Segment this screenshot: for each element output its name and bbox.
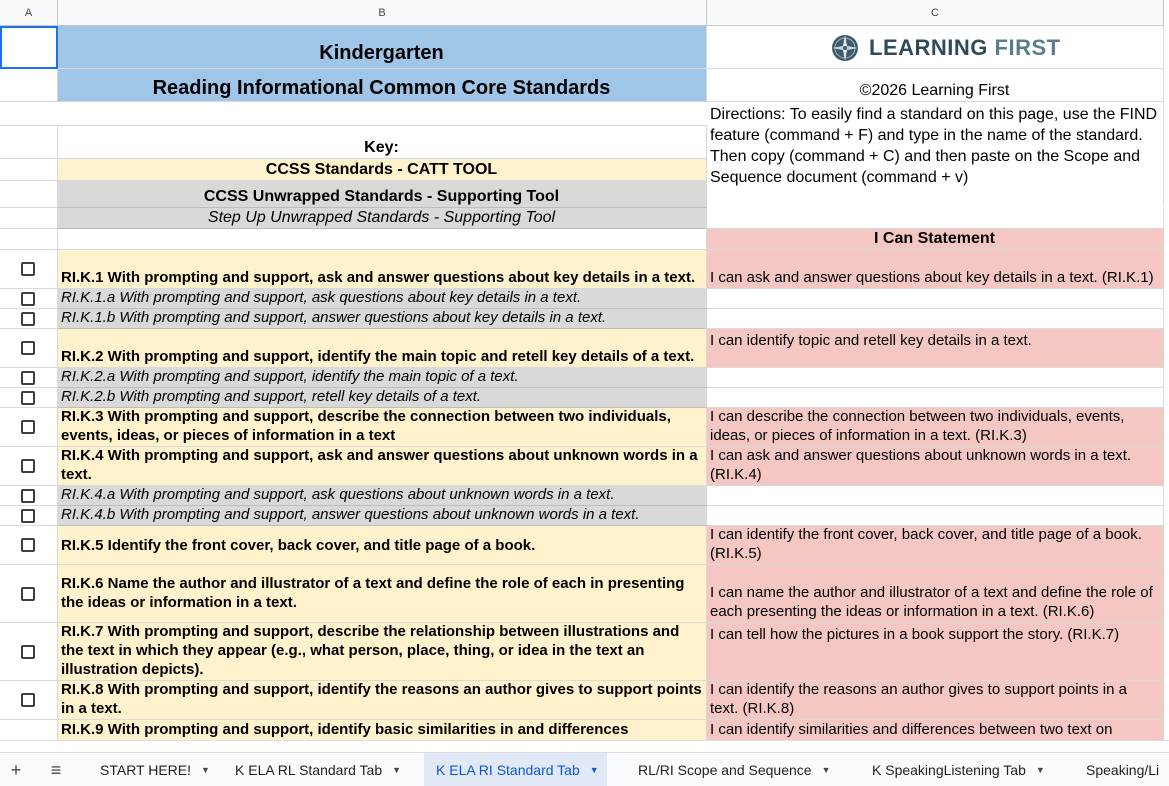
horizontal-scrollbar[interactable]: [0, 740, 1169, 752]
standard-text: RI.K.2.b With prompting and support, retell key details of a text.: [61, 388, 482, 405]
chevron-down-icon[interactable]: ▼: [589, 765, 599, 775]
standard-text: RI.K.1.b With prompting and support, answer questions about key details in a text.: [61, 309, 607, 326]
cell-c7[interactable]: [707, 208, 1164, 229]
ican-text: I can tell how the pictures in a book support the story. (RI.K.7): [710, 626, 1120, 643]
cell-check[interactable]: [0, 447, 58, 486]
tab-label: RL/RI Scope and Sequence: [638, 762, 812, 778]
row-checkbox[interactable]: [21, 420, 35, 434]
cell-check[interactable]: [0, 720, 58, 740]
cell-check[interactable]: [0, 388, 58, 408]
cell-standard[interactable]: [58, 289, 707, 309]
ican-text: I can identify similarities and differences between two text on: [710, 721, 1113, 738]
cell-key-unwrapped[interactable]: [58, 181, 707, 208]
tab-label: K SpeakingListening Tab: [872, 762, 1026, 778]
standard-text: RI.K.5 Identify the front cover, back cover, and title page of a book.: [61, 537, 536, 554]
row-checkbox[interactable]: [21, 538, 35, 552]
cell-ican[interactable]: [707, 720, 1164, 740]
cell-standard[interactable]: [58, 526, 707, 565]
standard-text: RI.K.2.a With prompting and support, identify the main topic of a text.: [61, 368, 519, 385]
cell-copyright[interactable]: [707, 69, 1164, 102]
row-checkbox[interactable]: [21, 459, 35, 473]
tab-label: START HERE!: [100, 762, 192, 778]
cell-check[interactable]: [0, 309, 58, 329]
directions-text: Directions: To easily find a standard on this page, use the FIND feature (command + F) and type in the name of the standard. Then copy (command + C) and then paste on the Scope and Sequence document (command + v): [710, 106, 1158, 186]
cell-grade[interactable]: [58, 26, 707, 69]
cell-a5[interactable]: [0, 159, 58, 181]
chevron-down-icon[interactable]: ▼: [1035, 765, 1045, 775]
standard-text: RI.K.9 With prompting and support, identify basic similarities in and differences: [61, 721, 629, 738]
ican-text: I can ask and answer questions about unknown words in a text. (RI.K.4): [710, 447, 1132, 483]
cell-logo[interactable]: [707, 26, 1164, 69]
cell-ican[interactable]: [707, 368, 1164, 388]
cell-ican[interactable]: [707, 388, 1164, 408]
cell-check[interactable]: [0, 250, 58, 289]
column-header-c[interactable]: C: [707, 0, 1164, 26]
tab-label: K ELA RL Standard Tab: [235, 762, 383, 778]
cell-ican[interactable]: [707, 506, 1164, 526]
column-header-a[interactable]: A: [0, 0, 58, 26]
row-checkbox[interactable]: [21, 292, 35, 306]
cell-standard[interactable]: [58, 329, 707, 368]
cell-ican[interactable]: [707, 250, 1164, 289]
cell-standard[interactable]: [58, 368, 707, 388]
cell-check[interactable]: [0, 408, 58, 447]
cell-key[interactable]: [58, 126, 707, 159]
cell-check[interactable]: [0, 565, 58, 623]
cell-subtitle[interactable]: [58, 69, 707, 102]
cell-standard[interactable]: [58, 565, 707, 623]
cell-standard[interactable]: [58, 506, 707, 526]
standard-text: RI.K.2 With prompting and support, identify the main topic and retell key details of a text.: [61, 348, 695, 365]
standard-text: RI.K.3 With prompting and support, describe the connection between two individuals, events, ideas, or pieces of information in a text: [61, 408, 671, 444]
tab-k-ela-rl[interactable]: [223, 753, 409, 786]
add-sheet-icon[interactable]: +: [10, 759, 22, 780]
standard-text: RI.K.1.a With prompting and support, ask questions about key details in a text.: [61, 289, 582, 306]
cell-ican[interactable]: [707, 681, 1164, 720]
cell-standard[interactable]: [58, 447, 707, 486]
row-checkbox[interactable]: [21, 587, 35, 601]
row-checkbox[interactable]: [21, 509, 35, 523]
row-checkbox[interactable]: [21, 371, 35, 385]
chevron-down-icon[interactable]: ▼: [201, 765, 210, 775]
cell-check[interactable]: [0, 526, 58, 565]
key-stepup: Step Up Unwrapped Standards - Supporting Tool: [207, 209, 556, 226]
cell-ican[interactable]: [707, 565, 1164, 623]
cell-check[interactable]: [0, 486, 58, 506]
standard-text: RI.K.4.b With prompting and support, answer questions about unknown words in a text.: [61, 506, 640, 523]
standard-text: RI.K.1 With prompting and support, ask and answer questions about key details in a text.: [61, 269, 696, 286]
standard-text: RI.K.8 With prompting and support, identify the reasons an author gives to support points in a text.: [61, 681, 702, 717]
ican-text: I can identify topic and retell key details in a text.: [710, 332, 1032, 349]
ican-text: I can describe the connection between two individuals, events, ideas, or pieces of information in a text. (RI.K.3): [710, 408, 1125, 444]
standard-text: RI.K.4.a With prompting and support, ask questions about unknown words in a text.: [61, 486, 615, 503]
cell-blank-row[interactable]: [0, 102, 707, 126]
row-checkbox[interactable]: [21, 262, 35, 276]
cell-ican[interactable]: [707, 447, 1164, 486]
cell-a7[interactable]: [0, 208, 58, 229]
tab-scope-sequence[interactable]: [626, 753, 839, 786]
key-label: Key:: [364, 139, 399, 156]
cell-standard[interactable]: [58, 250, 707, 289]
cell-standard[interactable]: [58, 309, 707, 329]
cell-standard[interactable]: [58, 408, 707, 447]
row-checkbox[interactable]: [21, 312, 35, 326]
logo-wordmark: LEARNING FIRST: [869, 35, 1061, 60]
column-header-b[interactable]: B: [58, 0, 707, 26]
ican-text: I can identify the front cover, back cover, and title page of a book. (RI.K.5): [710, 526, 1142, 562]
standard-text: RI.K.6 Name the author and illustrator of a text and define the role of each in presenting the ideas or information in a text.: [61, 575, 685, 611]
cell-standard[interactable]: [58, 623, 707, 681]
row-checkbox[interactable]: [21, 391, 35, 405]
cell-b8[interactable]: [58, 229, 707, 250]
copyright-text: ©2026 Learning First: [859, 82, 1010, 99]
cell-check[interactable]: [0, 623, 58, 681]
cell-a1[interactable]: [0, 26, 58, 69]
row-checkbox[interactable]: [21, 341, 35, 355]
cell-a6[interactable]: [0, 181, 58, 208]
tab-k-ela-ri[interactable]: [424, 753, 607, 786]
row-checkbox[interactable]: [21, 489, 35, 503]
tab-start-here[interactable]: [88, 753, 218, 786]
cell-ican[interactable]: [707, 309, 1164, 329]
ican-text: I can identify the reasons an author gives to support points in a text. (RI.K.8): [710, 681, 1127, 717]
standard-text: RI.K.4 With prompting and support, ask and answer questions about unknown words in a text.: [61, 447, 698, 483]
ican-header: I Can Statement: [874, 230, 995, 247]
cell-ican[interactable]: [707, 408, 1164, 447]
cell-standard[interactable]: [58, 681, 707, 720]
all-sheets-menu-icon[interactable]: ≡: [50, 759, 62, 780]
tab-speaking-listening[interactable]: [860, 753, 1053, 786]
cell-ican[interactable]: [707, 623, 1164, 681]
tab-speaking-li[interactable]: [1074, 753, 1159, 786]
learning-first-logo: [829, 32, 1061, 64]
cell-standard[interactable]: [58, 486, 707, 506]
cell-standard[interactable]: [58, 388, 707, 408]
ican-text: I can ask and answer questions about key details in a text. (RI.K.1): [710, 269, 1154, 286]
row-checkbox[interactable]: [21, 693, 35, 707]
grade-title: Kindergarten: [319, 42, 444, 64]
chevron-down-icon[interactable]: ▼: [392, 765, 402, 775]
standard-text: RI.K.7 With prompting and support, describe the relationship between illustrations and the text in which they appear (e.g., what person, place, thing, or idea in the text an illustration depicts).: [61, 623, 680, 678]
cell-ican[interactable]: [707, 329, 1164, 368]
subtitle: Reading Informational Common Core Standards: [152, 77, 611, 99]
tab-label: Speaking/Li: [1086, 762, 1160, 778]
row-checkbox[interactable]: [21, 645, 35, 659]
cell-key-stepup[interactable]: [58, 208, 707, 229]
cell-ican[interactable]: [707, 486, 1164, 506]
cell-key-catt[interactable]: [58, 159, 707, 181]
cell-check[interactable]: [0, 368, 58, 388]
cell-a8[interactable]: [0, 229, 58, 250]
ican-text: I can name the author and illustrator of a text and define the role of each presenting the ideas or information in a text. (RI.K.6): [710, 584, 1153, 620]
sheet-tab-bar: [0, 752, 1169, 786]
cell-ican-header[interactable]: [707, 229, 1164, 250]
cell-a2[interactable]: [0, 69, 58, 102]
chevron-down-icon[interactable]: ▼: [821, 765, 831, 775]
compass-icon: [829, 32, 861, 64]
cell-standard[interactable]: [58, 720, 707, 740]
cell-check[interactable]: [0, 506, 58, 526]
cell-check[interactable]: [0, 329, 58, 368]
cell-check[interactable]: [0, 289, 58, 309]
key-unwrapped: CCSS Unwrapped Standards - Supporting Tool: [203, 188, 560, 205]
cell-ican[interactable]: [707, 289, 1164, 309]
key-catt: CCSS Standards - CATT TOOL: [265, 161, 498, 178]
tab-label: K ELA RI Standard Tab: [436, 762, 580, 778]
cell-a4[interactable]: [0, 126, 58, 159]
cell-ican[interactable]: [707, 526, 1164, 565]
cell-check[interactable]: [0, 681, 58, 720]
